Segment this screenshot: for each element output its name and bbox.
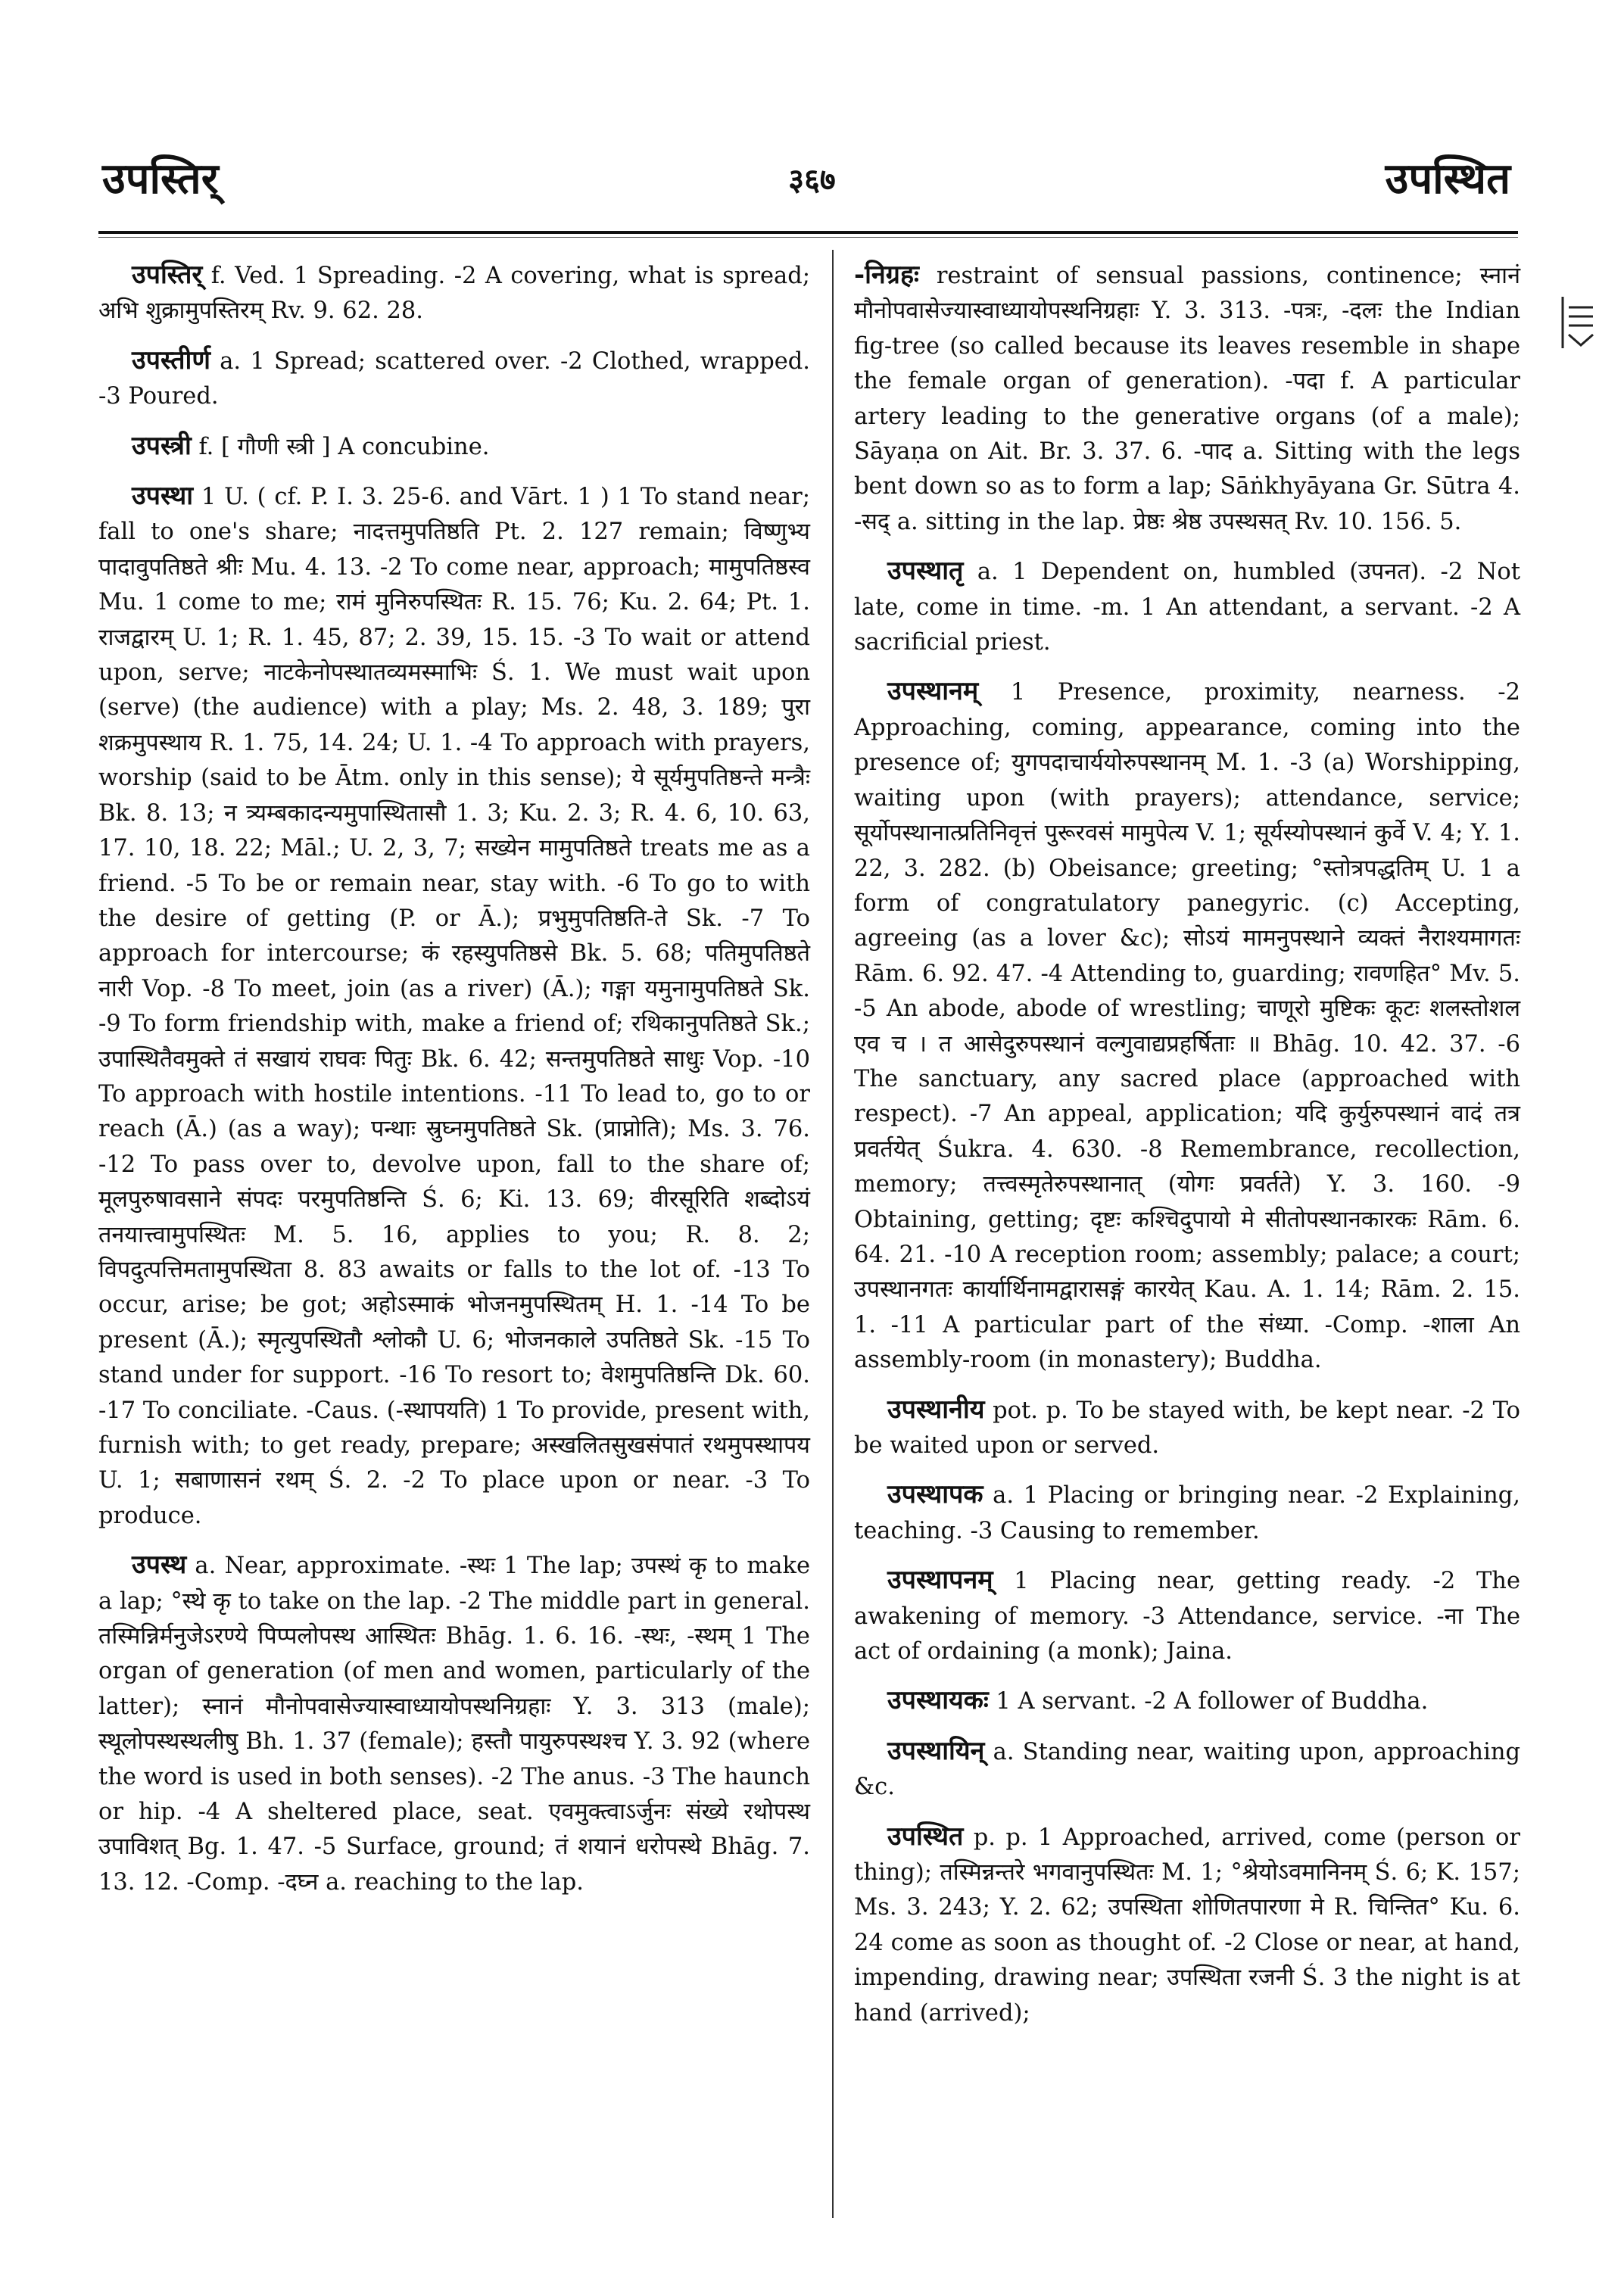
entry [854, 1477, 1520, 1549]
entry [854, 553, 1520, 660]
entry-text: a. 1 Placing or bringing near. -2 Explaining, teaching. -3 Causing to remember. [854, 1482, 1520, 1544]
entry-text: f. [ गौणी स्त्री ] A concubine. [191, 433, 490, 460]
entry-text: a. 1 Spread; scattered over. -2 Clothed, wrapped. -3 Poured. [98, 347, 810, 410]
entry-text: 1 U. ( cf. P. I. 3. 25-6. and Vārt. 1 ) 1 To stand near; fall to one's share; नादत्तमुपतिष्ठति Pt. 2. 127 remain; विष्णुभ्य पादावुपतिष्ठते श्रीः Mu. 4. 13. -2 To come near, approach; मामुपतिष्ठस्व Mu. 1 come to me; रामं मुनिरुपस्थितः R. 15. 76; Ku. 2. 64; Pt. 1. राजद्वारम् U. 1; R. 1. 45, 87; 2. 39, 15. 15. -3 To wait or attend upon, serve; नाटकेनोपस्थातव्यमस्माभिः Ś. 1. We must wait upon (serve) (the audience) with a play; Ms. 2. 48, 3. 189; पुरा शक्रमुपस्थाय R. 1. 75, 14. 24; U. 1. -4 To approach with prayers, worship (said to be Ātm. only in this sense); ये सूर्यमुपतिष्ठन्ते मन्त्रैः Bk. 8. 13; न त्र्यम्बकादन्यमुपास्थितासौ 1. 3; Ku. 2. 3; R. 4. 6, 10. 63, 17. 10, 18. 22; Māl.; U. 2, 3, 7; सख्येन मामुपतिष्ठते treats me as a friend. -5 To be or remain near, stay with. -6 To go to with the desire of getting (P. or Ā.); प्रभुमुपतिष्ठति-ते Sk. -7 To approach for intercourse; कं रहस्युपतिष्ठसे Bk. 5. 68; पतिमुपतिष्ठते नारी Vop. -8 To meet, join (as a river) (Ā.); गङ्गा यमुनामुपतिष्ठते Sk. -9 To form friendship with, make a friend of; रथिकानुपतिष्ठते Sk.; उपास्थितैवमुक्ते तं सखायं राघवः पितुः Bk. 6. 42; सन्तमुपतिष्ठते साधुः Vop. -10 To approach with hostile intentions. -11 To lead to, go to or reach (Ā.) (as a way); पन्थाः स्रुघ्नमुपतिष्ठते Sk. (प्राप्नोति); Ms. 3. 76. -12 To pass over to, devolve upon, fall to the share of; मूलपुरुषावसाने संपदः परमुपतिष्ठन्ति Ś. 6; Ki. 13. 69; वीरसूरिति शब्दोऽयं तनयात्त्वामुपस्थितः M. 5. 16, applies to you; R. 8. 2; विपदुत्पत्तिमतामुपस्थिता 8. 83 awaits or falls to the lot of. -13 To occur, arise; be got; अहोऽस्माकं भोजनमुपस्थितम् H. 1. -14 To be present (Ā.); स्मृत्युपस्थितौ श्लोकौ U. 6; भोजनकाले उपतिष्ठते Sk. -15 To stand under for support. -16 To resort to; वेशमुपतिष्ठन्ति Dk. 60. -17 To conciliate. -Caus. (-स्थापयति) 1 To provide, present with, furnish with; to get ready, prepare; अस्खलितसुखसंपातं रथमुपस्थापय U. 1; सबाणासनं रथम् Ś. 2. -2 To place upon or near. -3 To produce. [98, 484, 810, 1529]
entry-text: a. Near, approximate. -स्थः 1 The lap; उपस्थं कृ to make a lap; °स्थे कृ to take on the lap. -2 The middle part in general. तस्मिन्निर्मनुजेऽरण्ये पिप्पलोपस्थ आस्थितः Bhāg. 1. 6. 16. -स्थः, -स्थम् 1 The organ of generation (of men and women, particularly of the latter); स्नानं मौनोपवासेज्यास्वाध्यायोपस्थनिग्रहाः Y. 3. 313 (male); स्थूलोपस्थस्थलीषु Bh. 1. 37 (female); हस्तौ पायुरुपस्थश्च Y. 3. 92 (where the word is used in both senses). -2 The anus. -3 The haunch or hip. -4 A sheltered place, seat. एवमुक्त्वाऽर्जुनः संख्ये रथोपस्थ उपाविशत् Bg. 1. 47. -5 Surface, ground; तं शयानं धरोपस्थे Bhāg. 7. 13. 12. -Comp. -दघ्न a. reaching to the lap. [98, 1553, 810, 1896]
entry-continuation [854, 257, 1520, 540]
entry-headword: उपस्थानम् [887, 676, 979, 707]
entry [854, 1683, 1520, 1719]
entry-headword: उपस्थातृ [887, 556, 964, 587]
entry-headword: उपस्थ [132, 1550, 187, 1581]
page-number: ३६७ [788, 162, 836, 198]
entry-headword: उपस्थानीय [887, 1394, 985, 1425]
entry-text: pot. p. To be stayed with, be kept near. -2 To be waited upon or served. [854, 1397, 1520, 1459]
entry-headword: उपस्तिर् [132, 260, 203, 290]
entry [98, 257, 810, 329]
entry [98, 1547, 810, 1900]
thumb-index-icon [1558, 292, 1598, 353]
left-column [98, 257, 810, 1914]
running-head-left: उपस्तिर् [102, 154, 219, 204]
entry [854, 674, 1520, 1378]
entry [854, 1819, 1520, 2031]
entry [98, 343, 810, 415]
entry-text: 1 Presence, proximity, nearness. -2 Approaching, coming, appearance, coming into the presence of; युगपदाचार्ययोरुपस्थानम् M. 1. -3 (a) Worshipping, waiting upon (with prayers); attendance, service; सूर्योपस्थानात्प्रतिनिवृत्तं पुरूरवसं मामुपेत्य V. 1; सूर्यस्योपस्थानं कुर्वे V. 4; Y. 1. 22, 3. 282. (b) Obeisance; greeting; °स्तोत्रपद्धतिम् U. 1 a form of congratulatory panegyric. (c) Accepting, agreeing (as a lover &c); सोऽयं मामनुपस्थाने व्यक्तं नैराश्यमागतः Rām. 6. 92. 47. -4 Attending to, guarding; रावणहित° Mv. 5. -5 An abode, abode of wrestling; चाणूरो मुष्टिकः कूटः शलस्तोशल एव च । त आसेदुरुपस्थानं वल्गुवाद्यप्रहर्षिताः ॥ Bhāg. 10. 42. 37. -6 The sanctuary, any sacred place (approached with respect). -7 An appeal, application; यदि कुर्युरुपस्थानं वादं तत्र प्रवर्तयेत् Śukra. 4. 630. -8 Remembrance, recollection, memory; तत्त्वस्मृतेरुपस्थानात् (योगः प्रवर्तते) Y. 3. 160. -9 Obtaining, getting; दृष्टः कश्चिदुपायो मे सीतोपस्थानकारकः Rām. 6. 64. 21. -10 A reception room; assembly; palace; a court; उपस्थानगतः कार्यार्थिनामद्वारासङ्गं कारयेत् Kau. A. 1. 14; Rām. 2. 15. 1. -11 A particular part of the संध्या. -Comp. -शाला An assembly-room (in monastery); Buddha. [854, 679, 1520, 1374]
entry-headword: उपस्थापनम् [887, 1565, 993, 1596]
entry-text: p. p. 1 Approached, arrived, come (person or thing); तस्मिन्नन्तरे भगवानुपस्थितः M. 1; °श्रेयोऽवमानिनम् Ś. 6; K. 157; Ms. 3. 243; Y. 2. 62; उपस्थिता शोणितपारणा मे R. चिन्तित° Ku. 6. 24 come as soon as thought of. -2 Close or near, at hand, impending, drawing near; उपस्थिता रजनी Ś. 3 the night is at hand (arrived); [854, 1824, 1520, 2027]
entry-headword: उपस्था [132, 481, 194, 512]
entry-text: a. Standing near, waiting upon, approaching &c. [854, 1738, 1520, 1801]
header-rule [98, 231, 1518, 234]
entry [98, 478, 810, 1534]
entry-headword: उपस्थापक [887, 1479, 983, 1510]
entry-text: f. Ved. 1 Spreading. -2 A covering, what is spread; अभि शुक्रामुपस्तिरम् Rv. 9. 62. 28. [98, 263, 810, 325]
entry-headword: उपस्थायकः [887, 1685, 989, 1716]
entry [854, 1562, 1520, 1669]
entry-text: restraint of sensual passions, continence; स्नानं मौनोपवासेज्यास्वाध्यायोपस्थनिग्रहाः Y. 3. 313. -पत्रः, -दलः the Indian fig-tree (so called because its leaves resemble in shape the female organ of generation). -पदा f. A particular artery leading to the generative organs (of a male); Sāyaṇa on Ait. Br. 3. 37. 6. -पाद a. Sitting with the legs bent down so as to form a lap; Sāṅkhyāyana Gr. Sūtra 4. -सद् a. sitting in the lap. प्रेष्ठः श्रेष्ठ उपस्थसत् Rv. 10. 156. 5. [854, 263, 1520, 535]
column-divider [832, 250, 834, 2218]
entry [854, 1392, 1520, 1464]
entry-text: 1 Placing near, getting ready. -2 The awakening of memory. -3 Attendance, service. -ना The act of ordaining (a monk); Jaina. [854, 1568, 1520, 1665]
header-rule-thin [98, 237, 1518, 238]
right-column [854, 257, 1520, 2045]
entry-headword: उपस्तीर्ण [132, 344, 210, 375]
entry [98, 428, 810, 465]
running-head-right: उपस्थित [1385, 154, 1510, 204]
entry [854, 1734, 1520, 1805]
entry-text: a. 1 Dependent on, humbled (उपनत). -2 Not late, come in time. -m. 1 An attendant, a servant. -2 A sacrificial priest. [854, 559, 1520, 656]
entry-headword: -निग्रहः [854, 260, 919, 290]
entry-headword: उपस्थित [887, 1821, 964, 1852]
entry-headword: उपस्त्री [132, 430, 192, 461]
entry-headword: उपस्थायिन् [887, 1735, 985, 1766]
entry-text: 1 A servant. -2 A follower of Buddha. [988, 1688, 1429, 1715]
